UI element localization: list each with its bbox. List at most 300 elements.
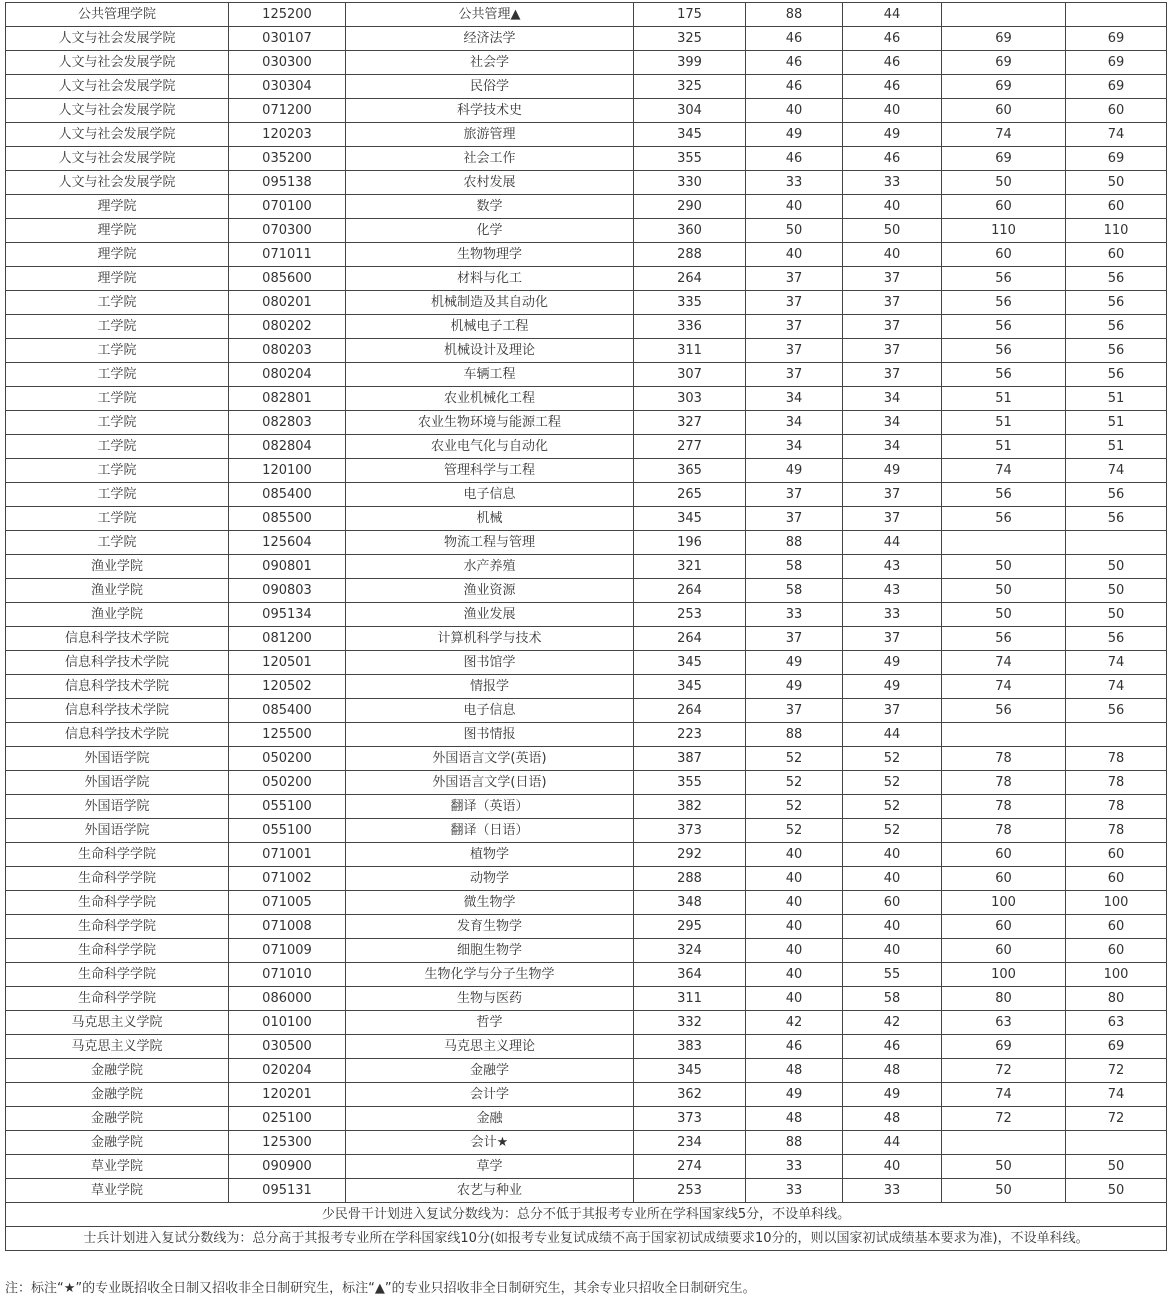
major-code-cell: 055100	[229, 819, 346, 843]
single-subject-2-cell: 49	[843, 1083, 942, 1107]
major-name-cell: 物流工程与管理	[346, 531, 634, 555]
table-row	[6, 315, 1167, 339]
major-code-cell: 125300	[229, 1131, 346, 1155]
minority-plan-note: 少民骨干计划进入复试分数线为：总分不低于其报考专业所在学科国家线5分，不设单科线。	[6, 1203, 1167, 1227]
single-subject-1-cell: 40	[746, 243, 843, 267]
major-code-cell: 095131	[229, 1179, 346, 1203]
single-subject-2-cell: 49	[843, 651, 942, 675]
single-subject-3-cell: 56	[942, 267, 1066, 291]
single-subject-1-cell: 88	[746, 723, 843, 747]
major-name-cell: 社会工作	[346, 147, 634, 171]
single-subject-2-cell: 49	[843, 675, 942, 699]
college-cell: 马克思主义学院	[6, 1035, 229, 1059]
single-subject-3-cell: 78	[942, 771, 1066, 795]
single-subject-4-cell: 56	[1066, 339, 1167, 363]
single-subject-4-cell: 56	[1066, 627, 1167, 651]
major-name-cell: 草学	[346, 1155, 634, 1179]
single-subject-4-cell	[1066, 3, 1167, 27]
single-subject-4-cell: 56	[1066, 699, 1167, 723]
college-cell: 生命科学学院	[6, 891, 229, 915]
major-code-cell: 071011	[229, 243, 346, 267]
total-score-cell: 253	[634, 603, 746, 627]
major-name-cell: 会计★	[346, 1131, 634, 1155]
college-cell: 生命科学学院	[6, 867, 229, 891]
single-subject-2-cell: 46	[843, 1035, 942, 1059]
single-subject-2-cell: 50	[843, 219, 942, 243]
single-subject-1-cell: 40	[746, 939, 843, 963]
single-subject-4-cell: 69	[1066, 1035, 1167, 1059]
total-score-cell: 307	[634, 363, 746, 387]
major-code-cell: 030300	[229, 51, 346, 75]
single-subject-2-cell: 55	[843, 963, 942, 987]
single-subject-1-cell: 46	[746, 1035, 843, 1059]
total-score-cell: 362	[634, 1083, 746, 1107]
college-cell: 信息科学技术学院	[6, 699, 229, 723]
single-subject-1-cell: 37	[746, 483, 843, 507]
major-name-cell: 农村发展	[346, 171, 634, 195]
single-subject-2-cell: 40	[843, 915, 942, 939]
table-row	[6, 243, 1167, 267]
single-subject-1-cell: 46	[746, 147, 843, 171]
table-row	[6, 1131, 1167, 1155]
major-name-cell: 农业生物环境与能源工程	[346, 411, 634, 435]
major-name-cell: 金融	[346, 1107, 634, 1131]
major-name-cell: 农业机械化工程	[346, 387, 634, 411]
single-subject-2-cell: 43	[843, 579, 942, 603]
major-code-cell: 090803	[229, 579, 346, 603]
major-code-cell: 086000	[229, 987, 346, 1011]
single-subject-3-cell: 74	[942, 123, 1066, 147]
table-row	[6, 795, 1167, 819]
table-row	[6, 1059, 1167, 1083]
major-name-cell: 外国语言文学(英语)	[346, 747, 634, 771]
major-name-cell: 水产养殖	[346, 555, 634, 579]
single-subject-3-cell: 56	[942, 363, 1066, 387]
table-row	[6, 1155, 1167, 1179]
single-subject-4-cell: 69	[1066, 147, 1167, 171]
soldier-plan-note: 士兵计划进入复试分数线为：总分高于其报考专业所在学科国家线10分(如报考专业复试成绩不高于国家初试成绩要求10分的，则以国家初试成绩基本要求为准)，不设单科线。	[6, 1227, 1167, 1251]
major-code-cell: 010100	[229, 1011, 346, 1035]
college-cell: 工学院	[6, 363, 229, 387]
major-name-cell: 马克思主义理论	[346, 1035, 634, 1059]
single-subject-3-cell: 74	[942, 675, 1066, 699]
note-row-minority	[6, 1203, 1167, 1227]
total-score-cell: 292	[634, 843, 746, 867]
single-subject-2-cell: 49	[843, 459, 942, 483]
major-name-cell: 化学	[346, 219, 634, 243]
total-score-cell: 332	[634, 1011, 746, 1035]
single-subject-3-cell: 100	[942, 963, 1066, 987]
total-score-cell: 360	[634, 219, 746, 243]
single-subject-1-cell: 37	[746, 363, 843, 387]
single-subject-2-cell: 44	[843, 3, 942, 27]
single-subject-3-cell: 51	[942, 411, 1066, 435]
major-name-cell: 电子信息	[346, 483, 634, 507]
single-subject-3-cell: 74	[942, 1083, 1066, 1107]
table-row	[6, 771, 1167, 795]
total-score-cell: 324	[634, 939, 746, 963]
major-code-cell: 071009	[229, 939, 346, 963]
single-subject-2-cell: 37	[843, 507, 942, 531]
college-cell: 生命科学学院	[6, 987, 229, 1011]
single-subject-1-cell: 40	[746, 843, 843, 867]
single-subject-2-cell: 60	[843, 891, 942, 915]
single-subject-4-cell: 60	[1066, 843, 1167, 867]
single-subject-2-cell: 33	[843, 171, 942, 195]
single-subject-2-cell: 33	[843, 603, 942, 627]
single-subject-3-cell: 50	[942, 1179, 1066, 1203]
college-cell: 信息科学技术学院	[6, 627, 229, 651]
single-subject-2-cell: 46	[843, 147, 942, 171]
table-row	[6, 963, 1167, 987]
single-subject-4-cell: 56	[1066, 291, 1167, 315]
single-subject-1-cell: 42	[746, 1011, 843, 1035]
single-subject-1-cell: 40	[746, 195, 843, 219]
college-cell: 渔业学院	[6, 603, 229, 627]
total-score-cell: 264	[634, 579, 746, 603]
single-subject-3-cell: 100	[942, 891, 1066, 915]
total-score-cell: 355	[634, 771, 746, 795]
single-subject-3-cell: 78	[942, 795, 1066, 819]
single-subject-4-cell: 110	[1066, 219, 1167, 243]
table-row	[6, 603, 1167, 627]
table-row	[6, 699, 1167, 723]
single-subject-1-cell: 49	[746, 459, 843, 483]
single-subject-4-cell: 78	[1066, 747, 1167, 771]
total-score-cell: 290	[634, 195, 746, 219]
single-subject-2-cell: 52	[843, 819, 942, 843]
single-subject-2-cell: 34	[843, 387, 942, 411]
total-score-cell: 345	[634, 675, 746, 699]
single-subject-1-cell: 37	[746, 315, 843, 339]
single-subject-4-cell: 72	[1066, 1107, 1167, 1131]
major-code-cell: 081200	[229, 627, 346, 651]
single-subject-1-cell: 40	[746, 915, 843, 939]
single-subject-4-cell: 74	[1066, 123, 1167, 147]
single-subject-4-cell: 63	[1066, 1011, 1167, 1035]
single-subject-4-cell: 100	[1066, 891, 1167, 915]
table-row	[6, 459, 1167, 483]
total-score-cell: 365	[634, 459, 746, 483]
table-row	[6, 195, 1167, 219]
major-code-cell: 090900	[229, 1155, 346, 1179]
single-subject-1-cell: 34	[746, 411, 843, 435]
college-cell: 金融学院	[6, 1059, 229, 1083]
single-subject-3-cell: 78	[942, 747, 1066, 771]
single-subject-4-cell: 56	[1066, 507, 1167, 531]
single-subject-3-cell: 72	[942, 1107, 1066, 1131]
single-subject-2-cell: 37	[843, 483, 942, 507]
total-score-cell: 383	[634, 1035, 746, 1059]
single-subject-1-cell: 88	[746, 531, 843, 555]
college-cell: 公共管理学院	[6, 3, 229, 27]
table-row	[6, 387, 1167, 411]
single-subject-3-cell: 56	[942, 315, 1066, 339]
table-row	[6, 3, 1167, 27]
single-subject-3-cell	[942, 531, 1066, 555]
total-score-cell: 345	[634, 507, 746, 531]
major-code-cell: 085600	[229, 267, 346, 291]
single-subject-1-cell: 37	[746, 699, 843, 723]
major-name-cell: 社会学	[346, 51, 634, 75]
single-subject-2-cell: 40	[843, 243, 942, 267]
single-subject-3-cell: 69	[942, 27, 1066, 51]
major-code-cell: 030107	[229, 27, 346, 51]
single-subject-4-cell: 78	[1066, 819, 1167, 843]
total-score-cell: 288	[634, 867, 746, 891]
single-subject-4-cell: 74	[1066, 459, 1167, 483]
single-subject-1-cell: 49	[746, 123, 843, 147]
single-subject-2-cell: 43	[843, 555, 942, 579]
table-row	[6, 987, 1167, 1011]
college-cell: 渔业学院	[6, 555, 229, 579]
table-row	[6, 627, 1167, 651]
single-subject-4-cell: 69	[1066, 51, 1167, 75]
single-subject-2-cell: 46	[843, 51, 942, 75]
single-subject-3-cell: 60	[942, 843, 1066, 867]
major-name-cell: 哲学	[346, 1011, 634, 1035]
total-score-cell: 277	[634, 435, 746, 459]
college-cell: 金融学院	[6, 1083, 229, 1107]
total-score-cell: 223	[634, 723, 746, 747]
major-name-cell: 情报学	[346, 675, 634, 699]
single-subject-4-cell: 100	[1066, 963, 1167, 987]
single-subject-3-cell: 60	[942, 243, 1066, 267]
major-code-cell: 080203	[229, 339, 346, 363]
total-score-cell: 382	[634, 795, 746, 819]
single-subject-2-cell: 34	[843, 411, 942, 435]
total-score-cell: 234	[634, 1131, 746, 1155]
college-cell: 信息科学技术学院	[6, 651, 229, 675]
college-cell: 生命科学学院	[6, 963, 229, 987]
college-cell: 工学院	[6, 459, 229, 483]
major-name-cell: 细胞生物学	[346, 939, 634, 963]
single-subject-2-cell: 52	[843, 747, 942, 771]
major-code-cell: 025100	[229, 1107, 346, 1131]
table-row	[6, 1035, 1167, 1059]
major-code-cell: 120502	[229, 675, 346, 699]
single-subject-3-cell: 50	[942, 603, 1066, 627]
single-subject-1-cell: 37	[746, 291, 843, 315]
single-subject-4-cell: 60	[1066, 939, 1167, 963]
single-subject-2-cell: 46	[843, 27, 942, 51]
score-table	[5, 2, 1167, 1251]
total-score-cell: 265	[634, 483, 746, 507]
single-subject-4-cell: 69	[1066, 27, 1167, 51]
single-subject-4-cell: 72	[1066, 1059, 1167, 1083]
major-name-cell: 微生物学	[346, 891, 634, 915]
single-subject-4-cell: 74	[1066, 675, 1167, 699]
college-cell: 工学院	[6, 531, 229, 555]
single-subject-3-cell: 50	[942, 555, 1066, 579]
single-subject-4-cell: 50	[1066, 555, 1167, 579]
major-name-cell: 发育生物学	[346, 915, 634, 939]
major-code-cell: 082801	[229, 387, 346, 411]
major-name-cell: 民俗学	[346, 75, 634, 99]
total-score-cell: 253	[634, 1179, 746, 1203]
total-score-cell: 321	[634, 555, 746, 579]
single-subject-2-cell: 40	[843, 99, 942, 123]
single-subject-4-cell: 78	[1066, 771, 1167, 795]
single-subject-2-cell: 40	[843, 1155, 942, 1179]
single-subject-4-cell: 69	[1066, 75, 1167, 99]
college-cell: 草业学院	[6, 1155, 229, 1179]
college-cell: 理学院	[6, 267, 229, 291]
single-subject-1-cell: 40	[746, 891, 843, 915]
single-subject-2-cell: 33	[843, 1179, 942, 1203]
single-subject-2-cell: 46	[843, 75, 942, 99]
table-row	[6, 1083, 1167, 1107]
major-name-cell: 农业电气化与自动化	[346, 435, 634, 459]
total-score-cell: 373	[634, 819, 746, 843]
single-subject-4-cell: 60	[1066, 195, 1167, 219]
single-subject-2-cell: 40	[843, 843, 942, 867]
single-subject-2-cell: 48	[843, 1107, 942, 1131]
total-score-cell: 355	[634, 147, 746, 171]
major-code-cell: 120100	[229, 459, 346, 483]
single-subject-3-cell: 69	[942, 51, 1066, 75]
major-name-cell: 农艺与种业	[346, 1179, 634, 1203]
major-name-cell: 渔业资源	[346, 579, 634, 603]
table-row	[6, 891, 1167, 915]
major-code-cell: 085400	[229, 483, 346, 507]
major-code-cell: 082804	[229, 435, 346, 459]
college-cell: 工学院	[6, 507, 229, 531]
college-cell: 生命科学学院	[6, 843, 229, 867]
college-cell: 理学院	[6, 243, 229, 267]
college-cell: 工学院	[6, 315, 229, 339]
single-subject-3-cell	[942, 1131, 1066, 1155]
major-code-cell: 125604	[229, 531, 346, 555]
total-score-cell: 311	[634, 987, 746, 1011]
single-subject-1-cell: 52	[746, 795, 843, 819]
major-code-cell: 070100	[229, 195, 346, 219]
major-name-cell: 经济法学	[346, 27, 634, 51]
major-name-cell: 科学技术史	[346, 99, 634, 123]
college-cell: 金融学院	[6, 1107, 229, 1131]
major-name-cell: 生物物理学	[346, 243, 634, 267]
total-score-cell: 304	[634, 99, 746, 123]
single-subject-4-cell: 50	[1066, 603, 1167, 627]
total-score-cell: 288	[634, 243, 746, 267]
single-subject-3-cell: 80	[942, 987, 1066, 1011]
single-subject-3-cell: 50	[942, 579, 1066, 603]
footnote: 注：标注“★”的专业既招收全日制又招收非全日制研究生，标注“▲”的专业只招收非全日制研究生，其余专业只招收全日制研究生。	[5, 1281, 756, 1296]
single-subject-1-cell: 33	[746, 171, 843, 195]
table-row	[6, 99, 1167, 123]
single-subject-4-cell: 74	[1066, 1083, 1167, 1107]
single-subject-2-cell: 58	[843, 987, 942, 1011]
table-row	[6, 1011, 1167, 1035]
major-code-cell: 095138	[229, 171, 346, 195]
major-code-cell: 080204	[229, 363, 346, 387]
single-subject-1-cell: 34	[746, 435, 843, 459]
major-name-cell: 公共管理▲	[346, 3, 634, 27]
single-subject-2-cell: 42	[843, 1011, 942, 1035]
single-subject-2-cell: 44	[843, 531, 942, 555]
total-score-cell: 345	[634, 1059, 746, 1083]
single-subject-4-cell: 74	[1066, 651, 1167, 675]
major-code-cell: 030304	[229, 75, 346, 99]
single-subject-1-cell: 49	[746, 1083, 843, 1107]
table-row	[6, 843, 1167, 867]
single-subject-1-cell: 49	[746, 651, 843, 675]
major-code-cell: 071200	[229, 99, 346, 123]
college-cell: 生命科学学院	[6, 939, 229, 963]
major-code-cell: 095134	[229, 603, 346, 627]
single-subject-1-cell: 40	[746, 987, 843, 1011]
table-row	[6, 531, 1167, 555]
college-cell: 外国语学院	[6, 771, 229, 795]
college-cell: 人文与社会发展学院	[6, 27, 229, 51]
single-subject-2-cell: 37	[843, 267, 942, 291]
table-row	[6, 819, 1167, 843]
college-cell: 工学院	[6, 411, 229, 435]
major-code-cell: 020204	[229, 1059, 346, 1083]
table-row	[6, 171, 1167, 195]
single-subject-1-cell: 40	[746, 99, 843, 123]
college-cell: 工学院	[6, 483, 229, 507]
single-subject-1-cell: 33	[746, 1179, 843, 1203]
single-subject-4-cell: 50	[1066, 1179, 1167, 1203]
single-subject-4-cell: 78	[1066, 795, 1167, 819]
college-cell: 人文与社会发展学院	[6, 123, 229, 147]
major-code-cell: 082803	[229, 411, 346, 435]
table-row	[6, 723, 1167, 747]
total-score-cell: 274	[634, 1155, 746, 1179]
single-subject-3-cell: 69	[942, 1035, 1066, 1059]
table-row	[6, 363, 1167, 387]
major-name-cell: 翻译（英语）	[346, 795, 634, 819]
single-subject-3-cell: 63	[942, 1011, 1066, 1035]
college-cell: 马克思主义学院	[6, 1011, 229, 1035]
single-subject-3-cell: 74	[942, 459, 1066, 483]
single-subject-2-cell: 44	[843, 1131, 942, 1155]
college-cell: 草业学院	[6, 1179, 229, 1203]
table-row	[6, 51, 1167, 75]
major-code-cell: 085400	[229, 699, 346, 723]
major-code-cell: 035200	[229, 147, 346, 171]
note-row-soldier	[6, 1227, 1167, 1251]
single-subject-2-cell: 37	[843, 291, 942, 315]
single-subject-1-cell: 37	[746, 267, 843, 291]
college-cell: 外国语学院	[6, 795, 229, 819]
single-subject-4-cell: 56	[1066, 315, 1167, 339]
single-subject-2-cell: 52	[843, 771, 942, 795]
total-score-cell: 387	[634, 747, 746, 771]
college-cell: 人文与社会发展学院	[6, 51, 229, 75]
table-row	[6, 291, 1167, 315]
total-score-cell: 264	[634, 267, 746, 291]
college-cell: 理学院	[6, 195, 229, 219]
total-score-cell: 336	[634, 315, 746, 339]
total-score-cell: 330	[634, 171, 746, 195]
major-name-cell: 机械制造及其自动化	[346, 291, 634, 315]
college-cell: 生命科学学院	[6, 915, 229, 939]
single-subject-3-cell: 50	[942, 171, 1066, 195]
total-score-cell: 327	[634, 411, 746, 435]
table-row	[6, 1107, 1167, 1131]
table-row	[6, 747, 1167, 771]
table-row	[6, 123, 1167, 147]
single-subject-2-cell: 37	[843, 699, 942, 723]
major-name-cell: 图书情报	[346, 723, 634, 747]
total-score-cell: 335	[634, 291, 746, 315]
total-score-cell: 325	[634, 27, 746, 51]
major-code-cell: 070300	[229, 219, 346, 243]
single-subject-1-cell: 88	[746, 3, 843, 27]
single-subject-2-cell: 44	[843, 723, 942, 747]
